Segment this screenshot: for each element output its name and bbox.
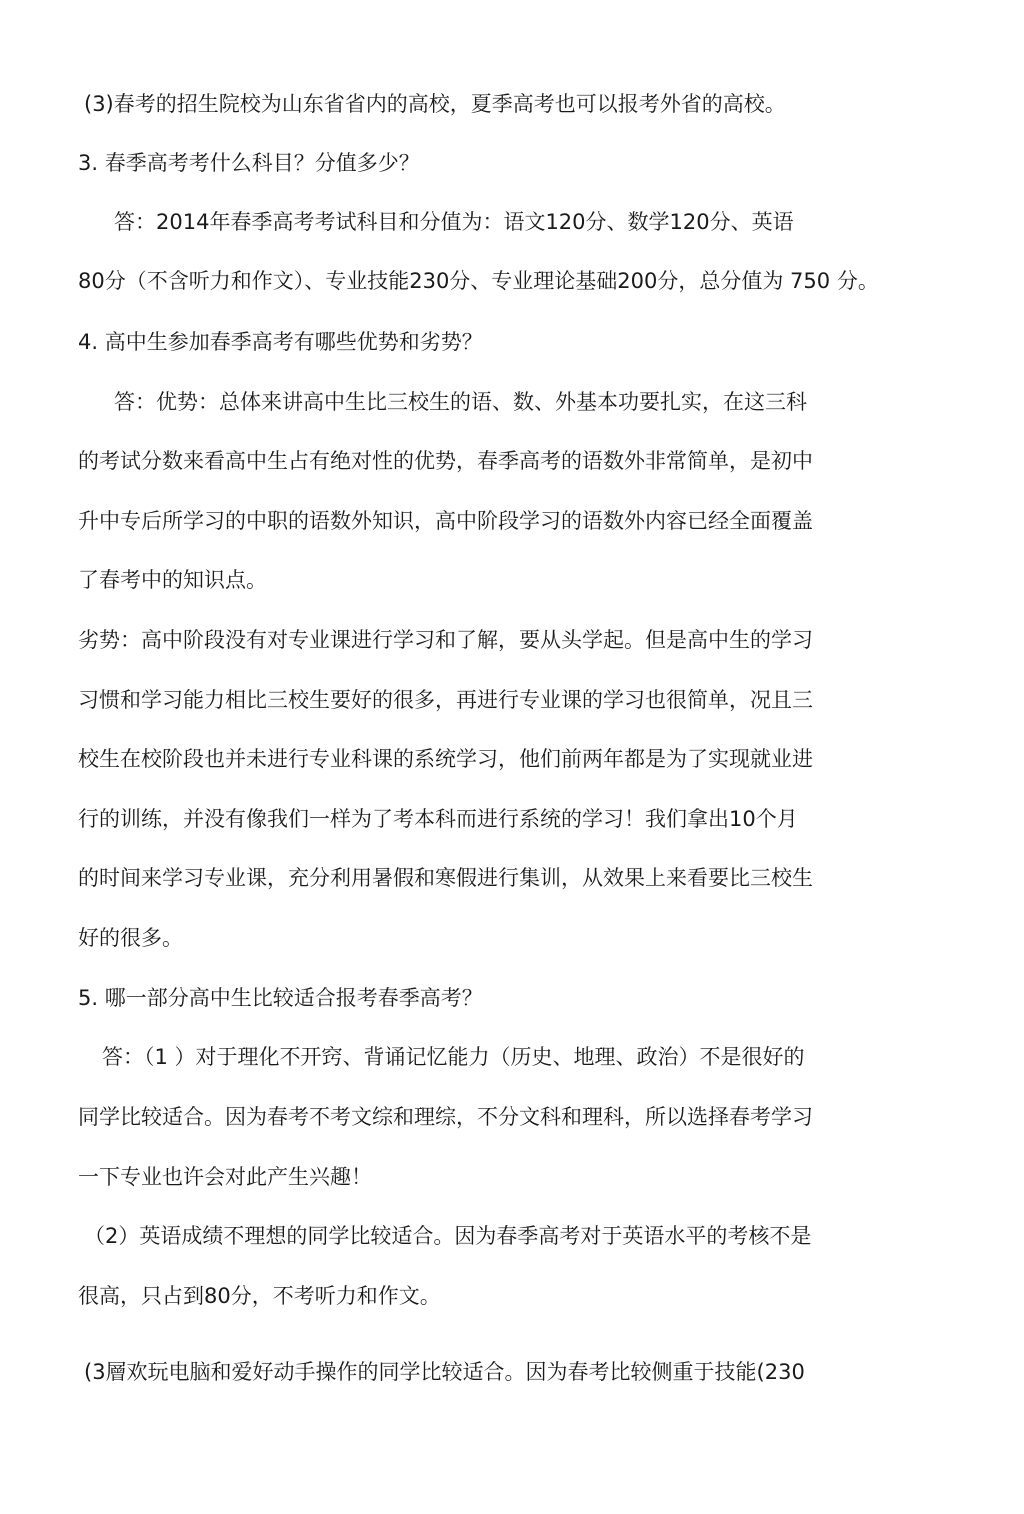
question-3-heading: 3. 春季高考考什么科目？分值多少？ <box>78 151 420 175</box>
answer-5-line-5: 很高，只占到80分，不考听力和作文。 <box>78 1284 441 1308</box>
answer-3-line-1: 答：2014年春季高考考试科目和分值为：语文120分、数学120分、英语 <box>114 210 794 234</box>
answer-5-line-4: （2）英语成绩不理想的同学比较适合。因为春季高考对于英语水平的考核不是 <box>84 1224 812 1248</box>
answer-5-line-3: 一下专业也许会对此产生兴趣！ <box>78 1165 372 1189</box>
answer-4-line-10: 好的很多。 <box>78 926 183 950</box>
answer-4-line-6: 习惯和学习能力相比三校生要好的很多，再进行专业课的学习也很简单，况且三 <box>78 688 813 712</box>
answer-4-line-2: 的考试分数来看高中生占有绝对性的优势，春季高考的语数外非常简单，是初中 <box>78 449 813 473</box>
answer-4-line-4: 了春考中的知识点。 <box>78 568 267 592</box>
answer-5-line-1: 答：（1 ）对于理化不开窍、背诵记忆能力（历史、地理、政治）不是很好的 <box>102 1045 805 1069</box>
answer-4-line-1: 答：优势：总体来讲高中生比三校生的语、数、外基本功要扎实，在这三科 <box>114 390 807 414</box>
answer-4-line-3: 升中专后所学习的中职的语数外知识，高中阶段学习的语数外内容已经全面覆盖 <box>78 509 813 533</box>
answer-4-line-7: 校生在校阶段也并未进行专业科课的系统学习，他们前两年都是为了实现就业进 <box>78 747 813 771</box>
paragraph-line-1: (3)春考的招生院校为山东省省内的高校，夏季高考也可以报考外省的高校。 <box>84 92 786 116</box>
answer-4-line-9: 的时间来学习专业课，充分利用暑假和寒假进行集训，从效果上来看要比三校生 <box>78 866 813 890</box>
question-4-heading: 4. 高中生参加春季高考有哪些优势和劣势？ <box>78 330 483 354</box>
answer-4-line-8: 行的训练，并没有像我们一样为了考本科而进行系统的学习！我们拿出10个月 <box>78 807 798 831</box>
question-5-heading: 5. 哪一部分高中生比较适合报考春季高考？ <box>78 986 483 1010</box>
answer-4-line-5: 劣势：高中阶段没有对专业课进行学习和了解，要从头学起。但是高中生的学习 <box>78 628 813 652</box>
answer-5-line-2: 同学比较适合。因为春考不考文综和理综，不分文科和理科，所以选择春考学习 <box>78 1105 813 1129</box>
answer-5-line-6: (3層欢玩电脑和爱好动手操作的同学比较适合。因为春考比较侧重于技能(230 <box>84 1360 805 1384</box>
answer-3-line-2: 80分（不含听力和作文）、专业技能230分、专业理论基础200分，总分值为 750 分。 <box>78 269 879 293</box>
